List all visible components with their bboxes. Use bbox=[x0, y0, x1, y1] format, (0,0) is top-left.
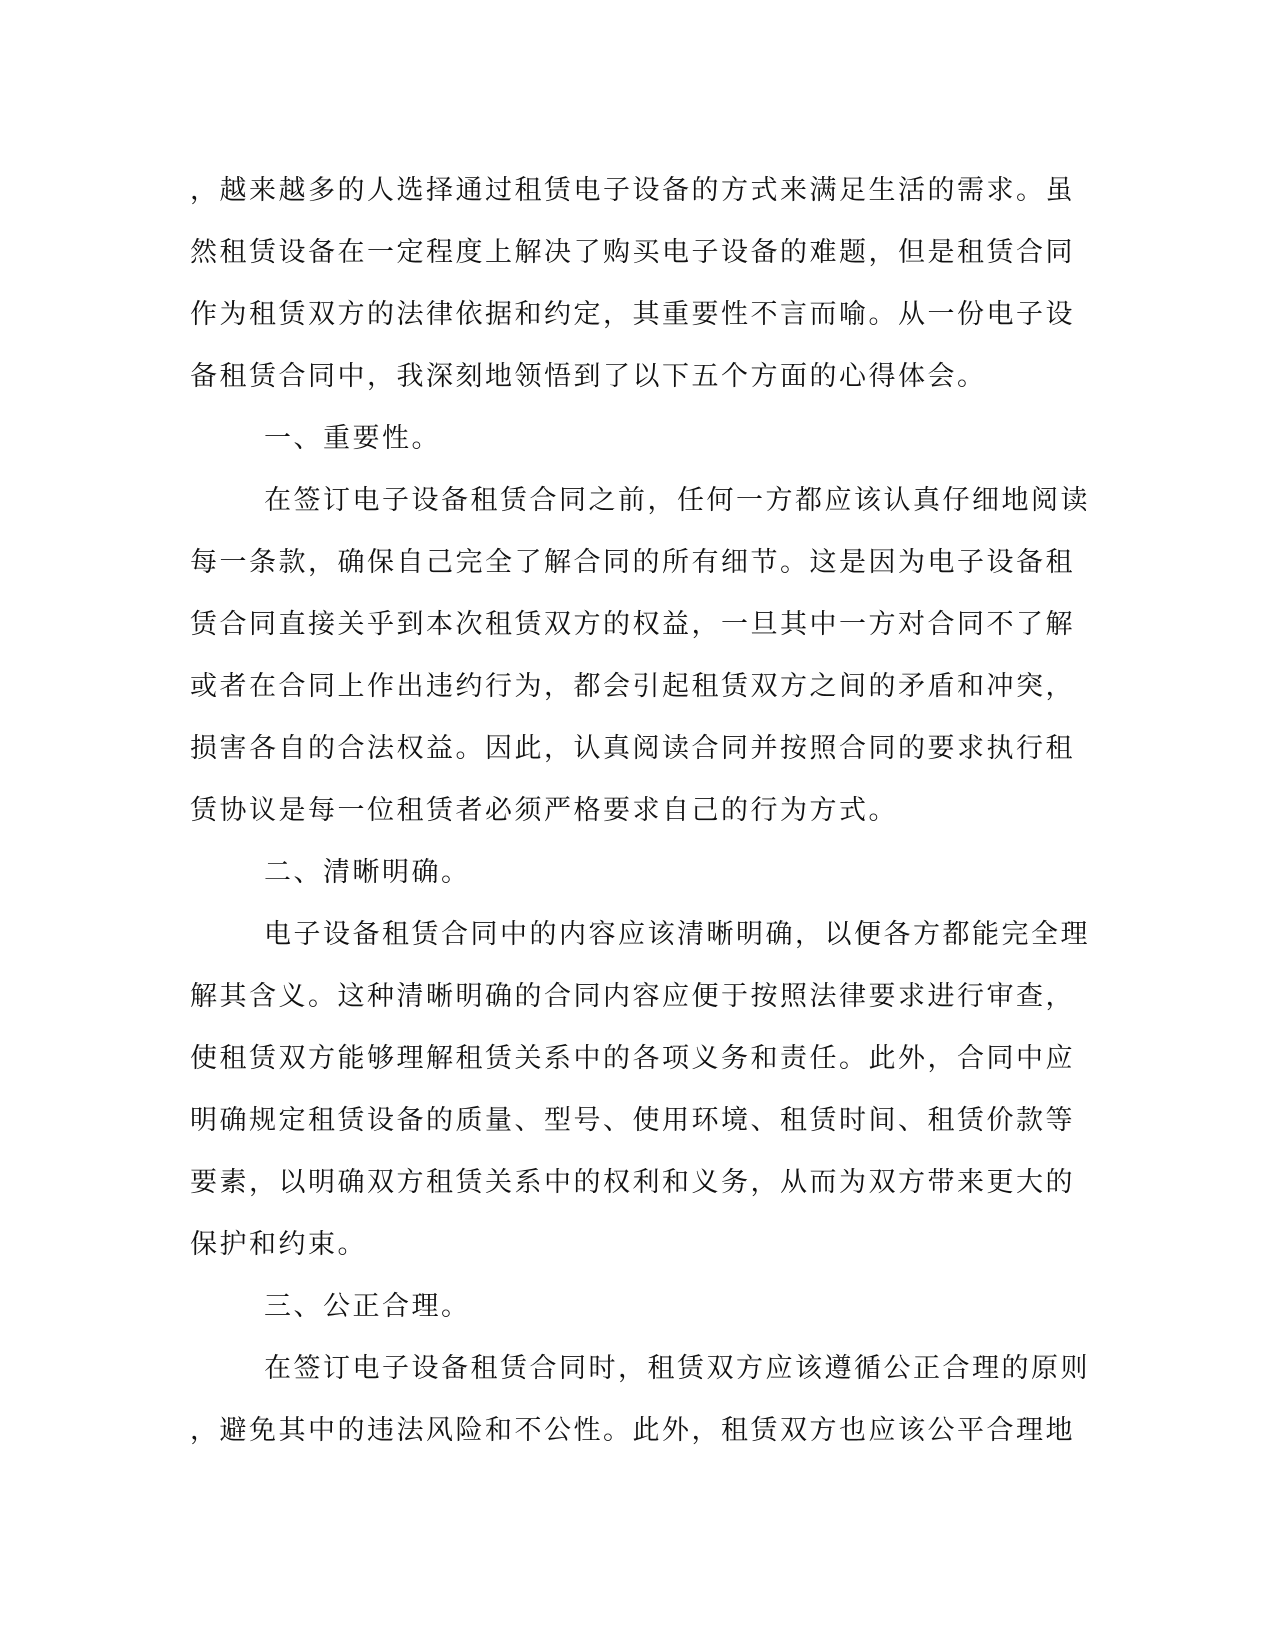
text-line: 在签订电子设备租赁合同之前，任何一方都应该认真仔细地阅读 bbox=[264, 485, 1090, 516]
text-line: 赁合同直接关乎到本次租赁双方的权益，一旦其中一方对合同不了解 bbox=[190, 609, 1075, 640]
text-line: 要素，以明确双方租赁关系中的权利和义务，从而为双方带来更大的 bbox=[190, 1167, 1075, 1198]
text-line: 赁协议是每一位租赁者必须严格要求自己的行为方式。 bbox=[190, 795, 898, 826]
text-line: 电子设备租赁合同中的内容应该清晰明确，以便各方都能完全理 bbox=[264, 919, 1090, 950]
text-line: 备租赁合同中，我深刻地领悟到了以下五个方面的心得体会。 bbox=[190, 361, 987, 392]
document-body bbox=[190, 160, 1090, 1462]
section-heading: 一、重要性。 bbox=[264, 423, 441, 454]
text-line: 每一条款，确保自己完全了解合同的所有细节。这是因为电子设备租 bbox=[190, 547, 1075, 578]
text-line: 解其含义。这种清晰明确的合同内容应便于按照法律要求进行审查， bbox=[190, 981, 1075, 1012]
text-line: 或者在合同上作出违约行为，都会引起租赁双方之间的矛盾和冲突， bbox=[190, 671, 1075, 702]
text-line: 在签订电子设备租赁合同时，租赁双方应该遵循公正合理的原则 bbox=[264, 1353, 1090, 1384]
text-line: 明确规定租赁设备的质量、型号、使用环境、租赁时间、租赁价款等 bbox=[190, 1105, 1075, 1136]
text-line: 使租赁双方能够理解租赁关系中的各项义务和责任。此外，合同中应 bbox=[190, 1043, 1075, 1074]
text-line: 作为租赁双方的法律依据和约定，其重要性不言而喻。从一份电子设 bbox=[190, 299, 1075, 330]
text-line: ，避免其中的违法风险和不公性。此外，租赁双方也应该公平合理地 bbox=[190, 1415, 1075, 1446]
text-line: 保护和约束。 bbox=[190, 1229, 367, 1260]
text-line: 然租赁设备在一定程度上解决了购买电子设备的难题，但是租赁合同 bbox=[190, 237, 1075, 268]
section-heading: 三、公正合理。 bbox=[264, 1291, 471, 1322]
section-heading: 二、清晰明确。 bbox=[264, 857, 471, 888]
text-line: ，越来越多的人选择通过租赁电子设备的方式来满足生活的需求。虽 bbox=[190, 175, 1075, 206]
text-line: 损害各自的合法权益。因此，认真阅读合同并按照合同的要求执行租 bbox=[190, 733, 1075, 764]
